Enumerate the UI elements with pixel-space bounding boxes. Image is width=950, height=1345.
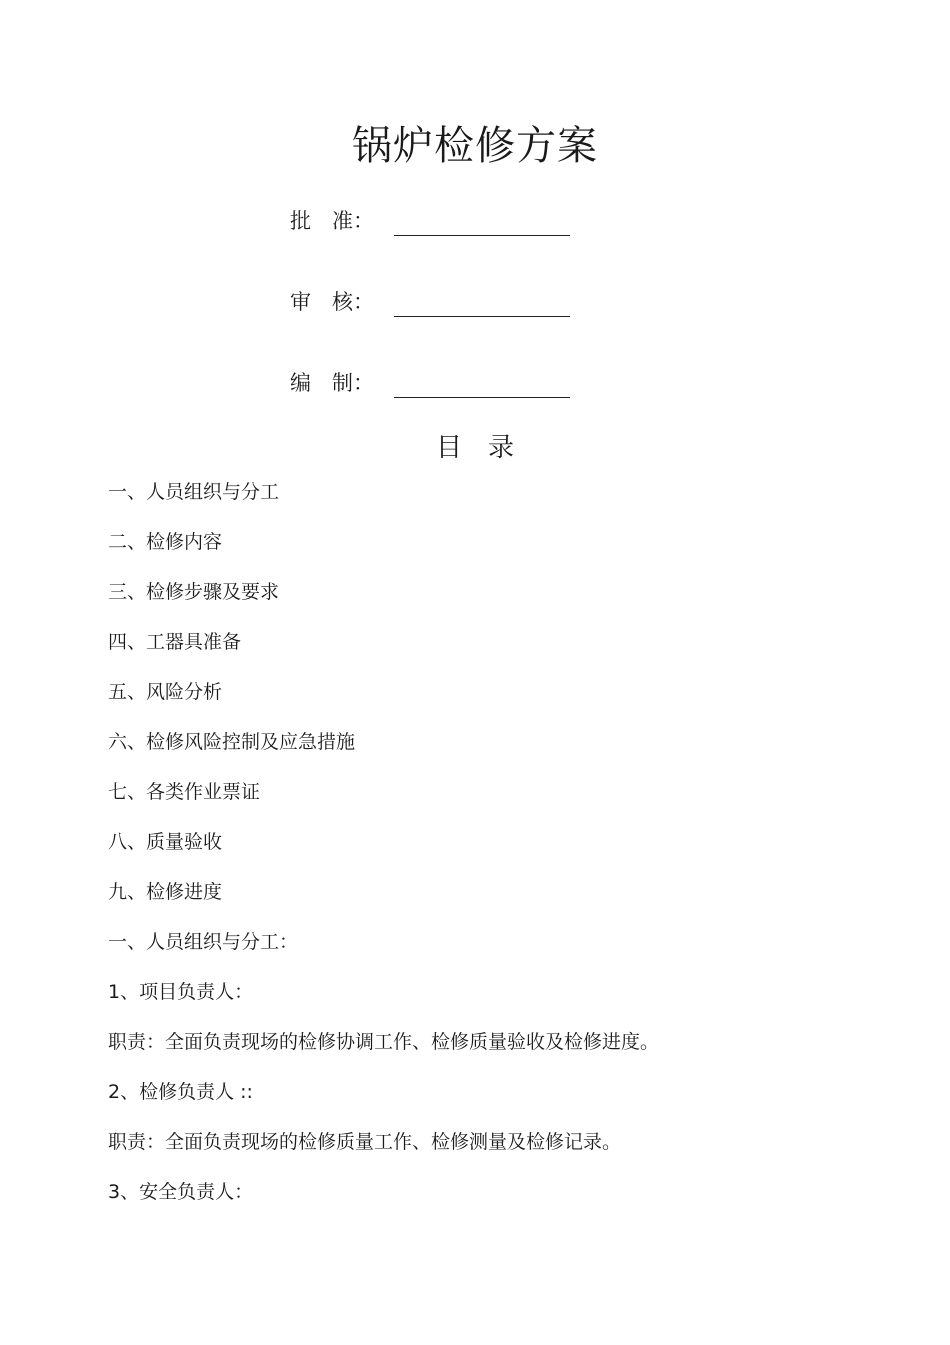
section-heading: 一、人员组织与分工： bbox=[108, 931, 299, 953]
toc-item: 九、检修进度 bbox=[108, 881, 223, 903]
role-duty: 职责：全面负责现场的检修协调工作、检修质量验收及检修进度。 bbox=[108, 1031, 660, 1053]
signature-row-review bbox=[290, 287, 570, 317]
toc-item: 五、风险分析 bbox=[108, 681, 223, 703]
signature-label-compile: 编 制： bbox=[290, 371, 374, 395]
role-heading: 2、检修负责人 :: bbox=[108, 1081, 253, 1103]
toc-item: 一、人员组织与分工 bbox=[108, 481, 280, 503]
toc-item: 八、质量验收 bbox=[108, 831, 223, 853]
role-heading: 1、项目负责人： bbox=[108, 981, 254, 1003]
signature-line-review bbox=[394, 294, 570, 317]
document-title: 锅炉检修方案 bbox=[352, 123, 598, 169]
toc-item: 七、各类作业票证 bbox=[108, 781, 261, 803]
signature-label-approve: 批 准： bbox=[290, 209, 374, 233]
toc-item: 二、检修内容 bbox=[108, 531, 223, 553]
signature-line-approve bbox=[394, 213, 570, 236]
signature-line-compile bbox=[394, 375, 570, 398]
signature-label-review: 审 核： bbox=[290, 290, 374, 314]
signature-row-compile bbox=[290, 368, 570, 398]
toc-item: 四、工器具准备 bbox=[108, 631, 242, 653]
toc-item: 三、检修步骤及要求 bbox=[108, 581, 280, 603]
role-heading: 3、安全负责人： bbox=[108, 1181, 254, 1203]
role-duty: 职责：全面负责现场的检修质量工作、检修测量及检修记录。 bbox=[108, 1131, 622, 1153]
toc-heading: 目 录 bbox=[435, 433, 514, 463]
toc-item: 六、检修风险控制及应急措施 bbox=[108, 731, 356, 753]
signature-row-approve bbox=[290, 206, 570, 236]
